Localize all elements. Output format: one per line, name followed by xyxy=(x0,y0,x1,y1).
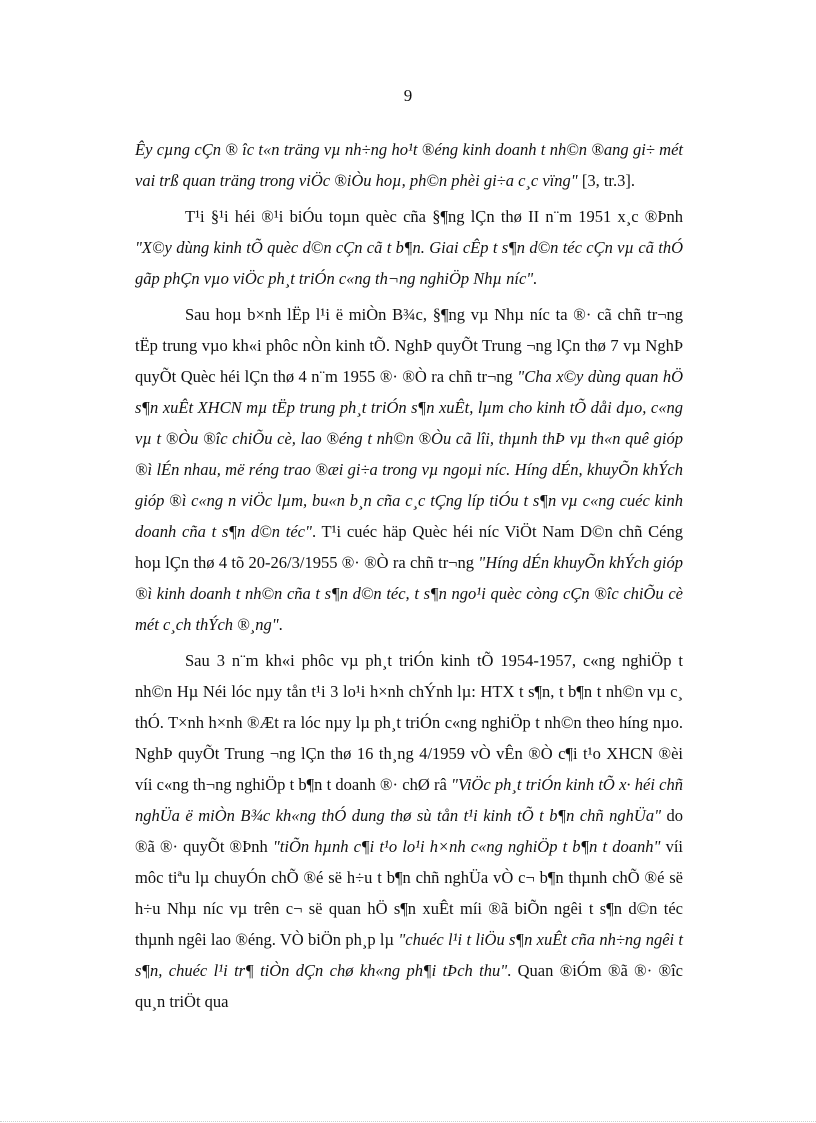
citation: [3, tr.3]. xyxy=(577,171,635,190)
paragraph-text: víi môc tiªu lµ chuyÓn chÕ ®é së h÷u t b¶n chñ nghÜa vÒ c¬ b¶n thµnh chÕ ®é së h÷u Nhµ níc vµ trên c¬ së quan hÖ s¶n xuÊt míi ®ã biÕn ngêi t s¶n d©n téc thµnh ngêi lao ®éng. VÒ biÖn ph¸p lµ xyxy=(135,837,684,949)
quote-text: "ViÖc ph¸t triÓn kinh tÕ x· héi chñ nghÜa ë miÒn B¾c kh«ng thÓ dung thø sù tån t¹i kinh tÕ t b¶n chñ nghÜa" xyxy=(135,775,683,825)
quote-text: "Cha x©y dùng quan hÖ s¶n xuÊt XHCN mµ tËp trung ph¸t triÓn s¶n xuÊt, lµm cho kinh tÕ dåi dµo, c«ng vµ t ®Òu ®îc chiÕu cè, lao ®éng t nh©n ®Òu cã lîi, thµnh thÞ vµ th«n quê gióp ®ì lÉn nhau, më réng trao ®æi gi÷a trong vµ ngoµi níc. Híng dÉn, khuyÕn khÝch gióp ®ì c«ng n viÖc lµm, bu«n b¸n cña c¸c tÇng líp tiÓu t s¶n vµ c«ng cuéc kinh doanh cña t s¶n d©n téc" xyxy=(135,367,683,541)
page-bottom-rule xyxy=(0,1121,816,1122)
quote-text: "chuéc l¹i t liÖu s¶n xuÊt cña nh÷ng ngêi t s¶n, chuéc l¹i tr¶ tiÒn dÇn chø kh«ng ph¶i tÞch thu" xyxy=(135,930,684,980)
quote-text: Êy cµng cÇn ® îc t«n träng vµ nh÷ng ho¹t ®éng kinh doanh t nh©n ®ang gi÷ mét vai trß quan träng trong viÖc ®iÒu hoµ, ph©n phèi gi÷a c¸c vïng" xyxy=(135,140,683,190)
paragraph-text: . T¹i cuéc häp Quèc héi níc ViÖt Nam D©n chñ Céng hoµ lÇn thø 4 tõ 20-26/3/1955 ®· ®Ò ra chñ tr¬ng xyxy=(135,522,683,572)
body-text xyxy=(135,134,683,1022)
page-number: 9 xyxy=(403,86,413,105)
paragraph-text: Sau hoµ b×nh lËp l¹i ë miÒn B¾c, §¶ng vµ Nhµ níc ta ®· cã chñ tr¬ng tËp trung vµo kh«i phôc nÒn kinh tÕ. NghÞ quyÕt Trung ¬ng lÇn thø 7 vµ NghÞ quyÕt Quèc héi lÇn thø 4 n¨m 1955 ®· ®Ò ra chñ tr¬ng xyxy=(135,305,683,386)
quote-text: "X©y dùng kinh tÕ quèc d©n cÇn cã t b¶n. Giai cÊp t s¶n d©n téc cÇn vµ cã thÓ gãp phÇn vµo viÖc ph¸t triÓn c«ng th¬ng nghiÖp Nhµ níc". xyxy=(135,238,683,288)
paragraph-2 xyxy=(135,201,683,294)
paragraph-text: . Quan ®iÓm ®ã ®· ®îc qu¸n triÖt qua xyxy=(135,961,684,1011)
paragraph-3 xyxy=(135,299,683,640)
paragraph-text: . xyxy=(278,615,283,634)
paragraph-text: Sau 3 n¨m kh«i phôc vµ ph¸t triÓn kinh tÕ 1954-1957, c«ng nghiÖp t nh©n Hµ Néi lóc nµy tån t¹i 3 lo¹i h×nh chÝnh lµ: HTX t s¶n, t b¶n t nh©n vµ c¸ thÓ. T×nh h×nh ®Æt ra lóc nµy lµ ph¸t triÓn c«ng nghiÖp t nh©n theo híng nµo. NghÞ quyÕt Trung ¬ng lÇn thø 16 th¸ng 4/1959 vÒ vÊn ®Ò c¶i t¹o XHCN ®èi víi c«ng th¬ng nghiÖp t b¶n t doanh ®· chØ râ xyxy=(135,651,683,794)
paragraph-4 xyxy=(135,645,683,1017)
paragraph-1 xyxy=(135,134,683,196)
paragraph-text: do ®ã ®· quyÕt ®Þnh xyxy=(135,806,683,856)
quote-text: "Híng dÉn khuyÕn khÝch gióp ®ì kinh doanh t nh©n cña t s¶n d©n téc, t s¶n ngo¹i quèc còng cÇn ®îc chiÕu cè mét c¸ch thÝch ®¸ng" xyxy=(135,553,683,634)
quote-text: "tiÕn hµnh c¶i t¹o lo¹i h×nh c«ng nghiÖp t b¶n t doanh" xyxy=(272,837,661,856)
paragraph-text: T¹i §¹i héi ®¹i biÓu toµn quèc cña §¶ng lÇn thø II n¨m 1951 x¸c ®Þnh xyxy=(185,207,683,226)
